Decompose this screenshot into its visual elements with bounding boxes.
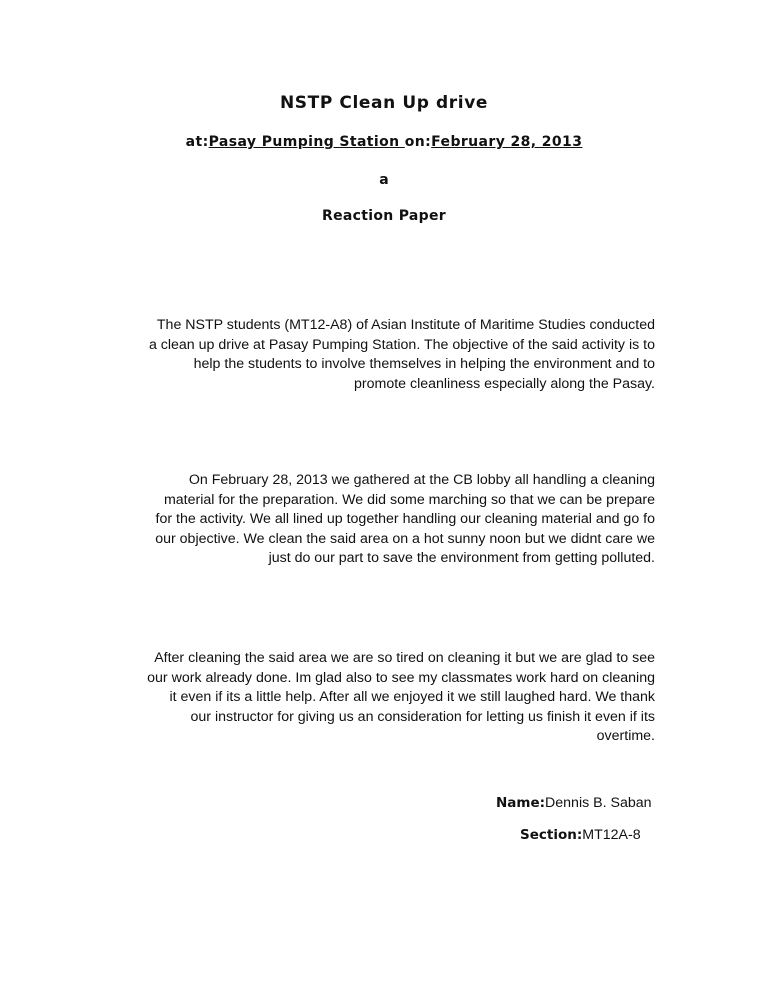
paragraph-activity [155, 471, 655, 569]
paragraph-line: our instructor for giving us an consideration for letting us finish it even if its [190, 708, 655, 725]
paragraph-line: it even if its a little help. After all we enjoyed it we still laughed hard. We thank [169, 689, 655, 705]
paragraph-line: a clean up drive at Pasay Pumping Station. The objective of the said activity is to [148, 336, 655, 353]
paragraph-line: The NSTP students (MT12-A8) of Asian Institute of Maritime Studies conducted [156, 317, 655, 333]
paragraph-line: help the students to involve themselves in helping the environment and to [193, 356, 655, 372]
paragraph-line: our objective. We clean the said area on a hot sunny noon but we didnt care we [155, 530, 655, 547]
paragraph-line: our work already done. Im glad also to see my classmates work hard on cleaning [147, 669, 655, 686]
paragraph-line: promote cleanliness especially along the Pasay. [354, 375, 655, 392]
paragraph-line: overtime. [596, 728, 655, 744]
signature-section [520, 827, 641, 844]
name-label: Name: [496, 795, 546, 811]
document-type-heading: Reaction Paper [322, 208, 446, 224]
section-value: MT12A-8 [582, 827, 641, 843]
at-label: at: [185, 134, 209, 150]
name-value: Dennis B. Saban [545, 795, 652, 811]
paragraph-line: material for the preparation. We did some marching so that we can be prepare [163, 491, 655, 508]
paragraph-conclusion [147, 649, 655, 747]
paragraph-line: On February 28, 2013 we gathered at the CB lobby all handling a cleaning [188, 472, 655, 488]
signature-name [496, 795, 652, 812]
section-label: Section: [520, 827, 583, 843]
paragraph-line: just do our part to save the environment from getting polluted. [268, 550, 655, 566]
connector-text: a [379, 172, 389, 188]
on-label: on: [404, 134, 432, 150]
event-details-line [0, 134, 768, 150]
event-date: February 28, 2013 [431, 134, 583, 150]
paragraph-introduction [149, 316, 655, 394]
paragraph-line: After cleaning the said area we are so tired on cleaning it but we are glad to see [154, 650, 655, 666]
event-location: Pasay Pumping Station [208, 134, 405, 150]
paragraph-line: for the activity. We all lined up together handling our cleaning material and go fo [155, 511, 655, 527]
document-title: NSTP Clean Up drive [279, 93, 489, 113]
